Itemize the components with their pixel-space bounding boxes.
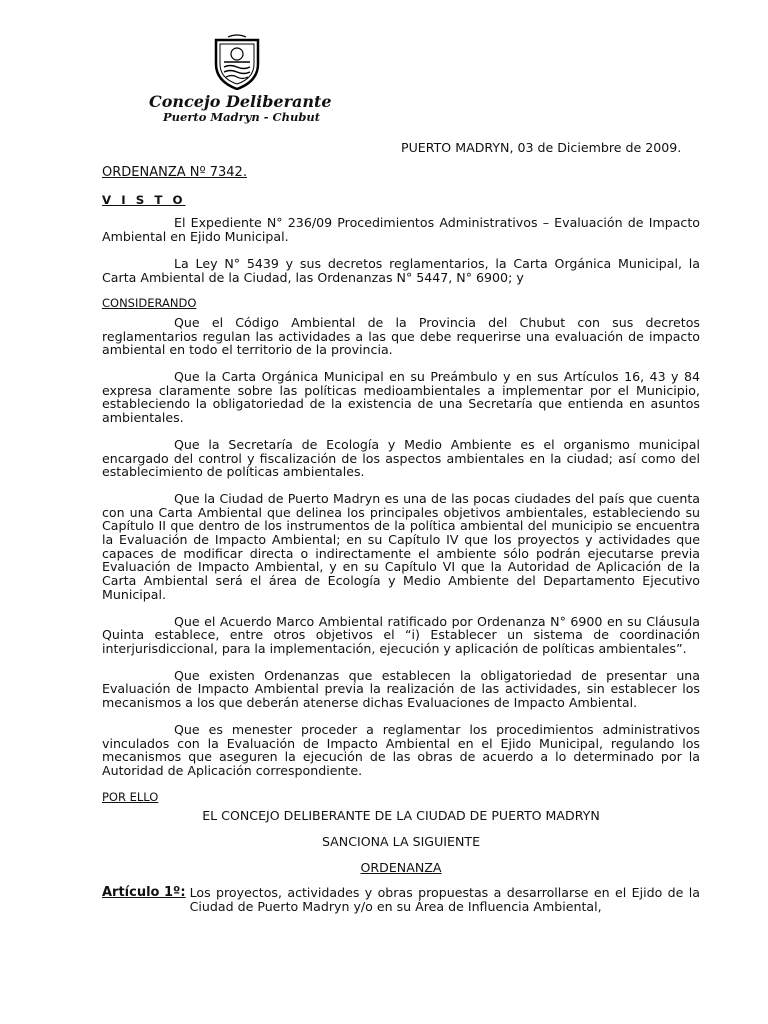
article-label: Artículo 1º: bbox=[102, 885, 186, 901]
considerando-heading: CONSIDERANDO bbox=[102, 296, 197, 311]
considerando-paragraph: Que es menester proceder a reglamentar los procedimientos administrativos vinculados con la Evaluación de Impacto Ambiental en el Ejido Municipal, regulando los mecanismos que aseguren la ejecución de las obras de acuerdo a lo determinado por la Autoridad de Aplicación correspondiente. bbox=[102, 721, 700, 778]
sanction-line: SANCIONA LA SIGUIENTE bbox=[321, 834, 481, 850]
visto-paragraph: La Ley N° 5439 y sus decretos reglamentarios, la Carta Orgánica Municipal, la Carta Ambiental de la Ciudad, las Ordenanzas N° 5447, N° 6900; y bbox=[102, 255, 700, 285]
sanction-line: EL CONCEJO DELIBERANTE DE LA CIUDAD DE PUERTO MADRYN bbox=[202, 808, 600, 824]
municipal-crest-icon bbox=[212, 34, 262, 90]
institution-name: Concejo Deliberante bbox=[149, 92, 332, 111]
ordinance-title: ORDENANZA Nº 7342. bbox=[102, 165, 247, 180]
article bbox=[102, 886, 700, 913]
considerando-paragraph: Que la Carta Orgánica Municipal en su Preámbulo y en sus Artículos 16, 43 y 84 expresa claramente sobre las políticas medioambientales a implementar por el Municipio, estableciendo la obligatoriedad de la existencia de una Secretaría que entienda en asuntos ambientales. bbox=[102, 369, 700, 426]
considerando-paragraph: Que el Código Ambiental de la Provincia del Chubut con sus decretos reglamentarios regulan las actividades a las que debe requerirse una evaluación de impacto ambiental en todo el territorio de la provincia. bbox=[102, 314, 700, 358]
article-text: Los proyectos, actividades y obras propuestas a desarrollarse en el Ejido de la Ciudad de Puerto Madryn y/o en su Área de Influencia Ambiental, bbox=[189, 885, 700, 915]
visto-paragraph: El Expediente N° 236/09 Procedimientos Administrativos – Evaluación de Impacto Ambiental en Ejido Municipal. bbox=[102, 215, 700, 245]
document-body bbox=[102, 166, 700, 914]
considerando-paragraph: Que la Ciudad de Puerto Madryn es una de las pocas ciudades del país que cuenta con una Carta Ambiental que delinea los principales objetivos ambientales, estableciendo su Capítulo II que dentro de los instrumentos de la política ambiental del municipio se encuentra la Evaluación de Impacto Ambiental; en su Capítulo IV que los proyectos y actividades que capaces de modificar directa o indirectamente el ambiente sólo podrán ejecutarse previa Evaluación de Impacto Ambiental, y en su Capítulo VI que la Autoridad de Aplicación de la Carta Ambiental será el área de Ecología y Medio Ambiente del Departamento Ejecutivo Municipal. bbox=[102, 490, 700, 602]
date-line: PUERTO MADRYN, 03 de Diciembre de 2009. bbox=[401, 140, 682, 155]
visto-heading: V I S T O bbox=[102, 192, 186, 207]
considerando-paragraph: Que la Secretaría de Ecología y Medio Ambiente es el organismo municipal encargado del control y fiscalización de los aspectos ambientales en la ciudad; así como del establecimiento de políticas ambientales. bbox=[102, 436, 700, 480]
considerando-paragraph: Que existen Ordenanzas que establecen la obligatoriedad de presentar una Evaluación de Impacto Ambiental previa la realización de las actividades, sin establecer los mecanismos a los que deberán atenerse dichas Evaluaciones de Impacto Ambiental. bbox=[102, 667, 700, 711]
considerando-paragraph: Que el Acuerdo Marco Ambiental ratificado por Ordenanza N° 6900 en su Cláusula Quinta establece, entre otros objetivos el “i) Establecer un sistema de coordinación interjurisdiccional, para la implementación, ejecución y aplicación de políticas ambientales”. bbox=[102, 613, 700, 656]
institution-city: Puerto Madryn - Chubut bbox=[163, 110, 321, 124]
ordenanza-heading: ORDENANZA bbox=[360, 859, 442, 875]
por-ello-heading: POR ELLO bbox=[102, 789, 159, 804]
